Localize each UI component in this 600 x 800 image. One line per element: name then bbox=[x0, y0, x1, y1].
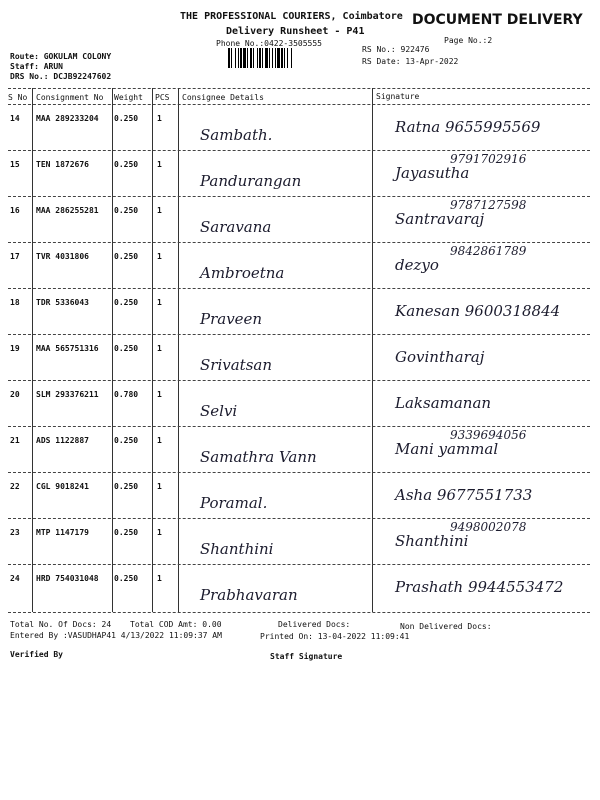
row-sno: 20 bbox=[10, 390, 20, 399]
row-pcs: 1 bbox=[157, 482, 162, 491]
row-consignment: MAA 565751316 bbox=[36, 344, 99, 353]
row-consignment: MTP 1147179 bbox=[36, 528, 89, 537]
signature-phone: 9498002078 bbox=[450, 520, 527, 534]
consignee-name: Poramal. bbox=[200, 494, 268, 512]
signature: Laksamanan bbox=[395, 394, 492, 412]
row-pcs: 1 bbox=[157, 252, 162, 261]
row-sno: 21 bbox=[10, 436, 20, 445]
col-header-consignee: Consignee Details bbox=[182, 93, 264, 102]
row-pcs: 1 bbox=[157, 390, 162, 399]
doc-type-title: DOCUMENT DELIVERY bbox=[412, 12, 583, 28]
row-weight: 0.250 bbox=[114, 528, 139, 537]
consignee-name: Pandurangan bbox=[200, 172, 302, 190]
consignee-name: Srivatsan bbox=[200, 356, 272, 374]
row-pcs: 1 bbox=[157, 436, 162, 445]
row-sno: 22 bbox=[10, 482, 20, 491]
signature: Jayasutha bbox=[395, 164, 470, 182]
row-pcs: 1 bbox=[157, 574, 162, 583]
signature: Ratna 9655995569 bbox=[395, 118, 541, 136]
row-pcs: 1 bbox=[157, 528, 162, 537]
non-delivered-docs: Non Delivered Docs: bbox=[400, 622, 492, 631]
consignee-name: Saravana bbox=[200, 218, 272, 236]
row-sno: 18 bbox=[10, 298, 20, 307]
route-label: Route: GOKULAM COLONY bbox=[10, 52, 112, 61]
row-pcs: 1 bbox=[157, 298, 162, 307]
signature: dezyo bbox=[395, 256, 439, 274]
total-docs: Total No. Of Docs: 24 bbox=[10, 620, 112, 629]
row-consignment: CGL 9018241 bbox=[36, 482, 89, 491]
row-consignment: TEN 1872676 bbox=[36, 160, 89, 169]
signature-phone: 9842861789 bbox=[450, 244, 527, 258]
consignee-name: Samathra Vann bbox=[200, 448, 317, 466]
signature: Kanesan 9600318844 bbox=[395, 302, 561, 320]
row-consignment: MAA 286255281 bbox=[36, 206, 99, 215]
consignee-name: Shanthini bbox=[200, 540, 274, 558]
signature-phone: 9787127598 bbox=[450, 198, 527, 212]
runsheet-title: Delivery Runsheet - P41 bbox=[226, 26, 365, 37]
entered-by: Entered By :VASUDHAP41 4/13/2022 11:09:37 AM bbox=[10, 631, 222, 640]
staff-label: Staff: ARUN bbox=[10, 62, 63, 71]
delivered-docs: Delivered Docs: bbox=[278, 620, 351, 629]
signature: Mani yammal bbox=[395, 440, 499, 458]
row-weight: 0.250 bbox=[114, 160, 139, 169]
barcode bbox=[228, 48, 356, 68]
signature: Prashath 9944553472 bbox=[395, 578, 564, 596]
col-header-signature: Signature bbox=[376, 92, 420, 101]
row-sno: 19 bbox=[10, 344, 20, 353]
row-sno: 24 bbox=[10, 574, 20, 583]
signature: Asha 9677551733 bbox=[395, 486, 533, 504]
row-consignment: TDR 5336043 bbox=[36, 298, 89, 307]
row-weight: 0.250 bbox=[114, 206, 139, 215]
row-weight: 0.250 bbox=[114, 252, 139, 261]
verified-by: Verified By bbox=[10, 650, 63, 659]
row-consignment: TVR 4031806 bbox=[36, 252, 89, 261]
printed-on: Printed On: 13-04-2022 11:09:41 bbox=[260, 632, 410, 641]
consignee-name: Selvi bbox=[200, 402, 238, 420]
col-header-consignment: Consignment No bbox=[36, 93, 104, 102]
row-sno: 14 bbox=[10, 114, 20, 123]
signature: Santravaraj bbox=[395, 210, 485, 228]
consignee-name: Praveen bbox=[200, 310, 263, 328]
signature-phone: 9339694056 bbox=[450, 428, 527, 442]
row-pcs: 1 bbox=[157, 160, 162, 169]
row-sno: 17 bbox=[10, 252, 20, 261]
col-header-weight: Weight bbox=[114, 93, 143, 102]
row-pcs: 1 bbox=[157, 206, 162, 215]
row-pcs: 1 bbox=[157, 344, 162, 353]
total-cod: Total COD Amt: 0.00 bbox=[130, 620, 222, 629]
row-weight: 0.250 bbox=[114, 482, 139, 491]
row-sno: 15 bbox=[10, 160, 20, 169]
rs-number: RS No.: 922476 bbox=[362, 45, 430, 54]
row-consignment: HRD 754031048 bbox=[36, 574, 99, 583]
row-weight: 0.250 bbox=[114, 436, 139, 445]
row-consignment: MAA 289233204 bbox=[36, 114, 99, 123]
consignee-name: Ambroetna bbox=[200, 264, 285, 282]
row-pcs: 1 bbox=[157, 114, 162, 123]
row-sno: 16 bbox=[10, 206, 20, 215]
page-number: Page No.:2 bbox=[444, 36, 493, 45]
rs-date: RS Date: 13-Apr-2022 bbox=[362, 57, 459, 66]
row-weight: 0.250 bbox=[114, 114, 139, 123]
row-consignment: ADS 1122887 bbox=[36, 436, 89, 445]
signature: Shanthini bbox=[395, 532, 469, 550]
row-consignment: SLM 293376211 bbox=[36, 390, 99, 399]
col-header-sno: S No bbox=[8, 93, 28, 102]
row-weight: 0.250 bbox=[114, 344, 139, 353]
col-header-pcs: PCS bbox=[155, 93, 170, 102]
consignee-name: Sambath. bbox=[200, 126, 273, 144]
drs-number: DRS No.: DCJB92247602 bbox=[10, 72, 112, 81]
row-weight: 0.780 bbox=[114, 390, 139, 399]
signature: Govintharaj bbox=[395, 348, 485, 366]
signature-phone: 9791702916 bbox=[450, 152, 527, 166]
staff-signature: Staff Signature bbox=[270, 652, 343, 661]
consignee-name: Prabhavaran bbox=[200, 586, 298, 604]
row-sno: 23 bbox=[10, 528, 20, 537]
row-weight: 0.250 bbox=[114, 574, 139, 583]
company-name: THE PROFESSIONAL COURIERS, Coimbatore bbox=[180, 11, 403, 22]
row-weight: 0.250 bbox=[114, 298, 139, 307]
phone-number: Phone No.:0422-3505555 bbox=[216, 39, 322, 48]
